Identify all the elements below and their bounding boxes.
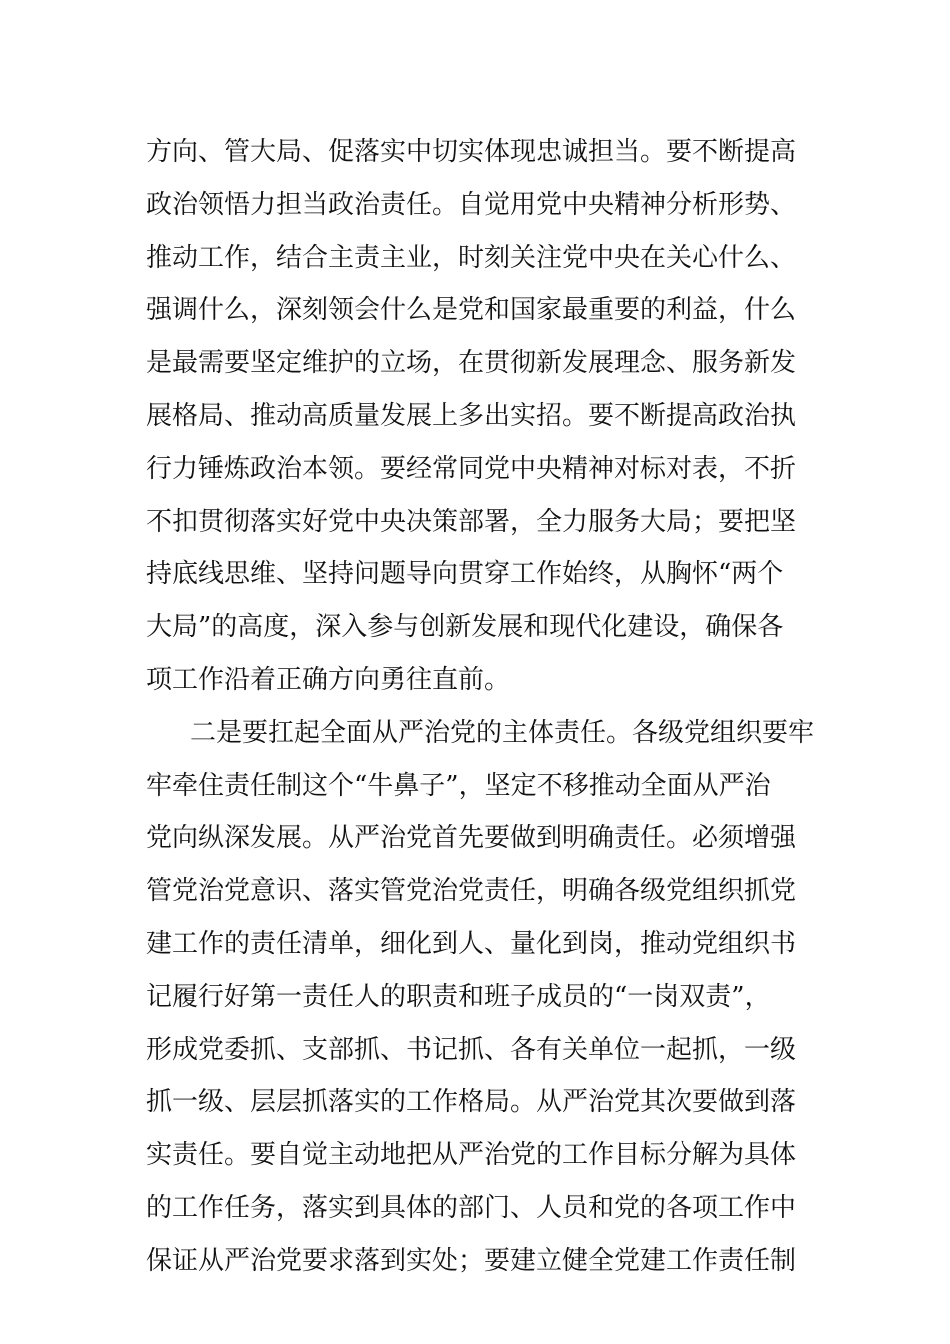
text-line: 大局”的高度，深入参与创新发展和现代化建设，确保各 xyxy=(146,612,784,643)
text-line: 政治领悟力担当政治责任。自觉用党中央精神分析形势、 xyxy=(146,189,797,220)
text-line: 记履行好第一责任人的职责和班子成员的“一岗双责”， xyxy=(146,981,771,1012)
text-line: 强调什么，深刻领会什么是党和国家最重要的利益，什么 xyxy=(146,295,797,326)
text-line: 抓一级、层层抓落实的工作格局。从严治党其次要做到落 xyxy=(146,1087,797,1118)
text-line: 项工作沿着正确方向勇往直前。 xyxy=(146,664,511,695)
paragraph-start-line: 二是要扛起全面从严治党的主体责任。各级党组织要牢 xyxy=(190,717,815,748)
text-line: 牢牵住责任制这个“牛鼻子”，坚定不移推动全面从严治 xyxy=(146,770,771,801)
text-line: 保证从严治党要求落到实处；要建立健全党建工作责任制 xyxy=(146,1245,797,1276)
text-line: 不扣贯彻落实好党中央决策部署，全力服务大局；要把坚 xyxy=(146,506,797,537)
text-line: 的工作任务，落实到具体的部门、人员和党的各项工作中 xyxy=(146,1192,797,1223)
text-line: 推动工作，结合主责主业，时刻关注党中央在关心什么、 xyxy=(146,242,797,273)
text-line: 是最需要坚定维护的立场，在贯彻新发展理念、服务新发 xyxy=(146,348,797,379)
text-line: 展格局、推动高质量发展上多出实招。要不断提高政治执 xyxy=(146,400,797,431)
text-line: 形成党委抓、支部抓、书记抓、各有关单位一起抓，一级 xyxy=(146,1034,797,1065)
text-line: 行力锤炼政治本领。要经常同党中央精神对标对表，不折 xyxy=(146,453,797,484)
text-line: 建工作的责任清单，细化到人、量化到岗，推动党组织书 xyxy=(146,928,797,959)
body-text xyxy=(146,126,815,1288)
text-line: 管党治党意识、落实管党治党责任，明确各级党组织抓党 xyxy=(146,876,797,907)
text-line: 党向纵深发展。从严治党首先要做到明确责任。必须增强 xyxy=(146,823,797,854)
text-line: 持底线思维、坚持问题导向贯穿工作始终，从胸怀“两个 xyxy=(146,559,784,590)
text-line: 方向、管大局、促落实中切实体现忠诚担当。要不断提高 xyxy=(146,137,797,167)
text-line: 实责任。要自觉主动地把从严治党的工作目标分解为具体 xyxy=(146,1140,797,1171)
